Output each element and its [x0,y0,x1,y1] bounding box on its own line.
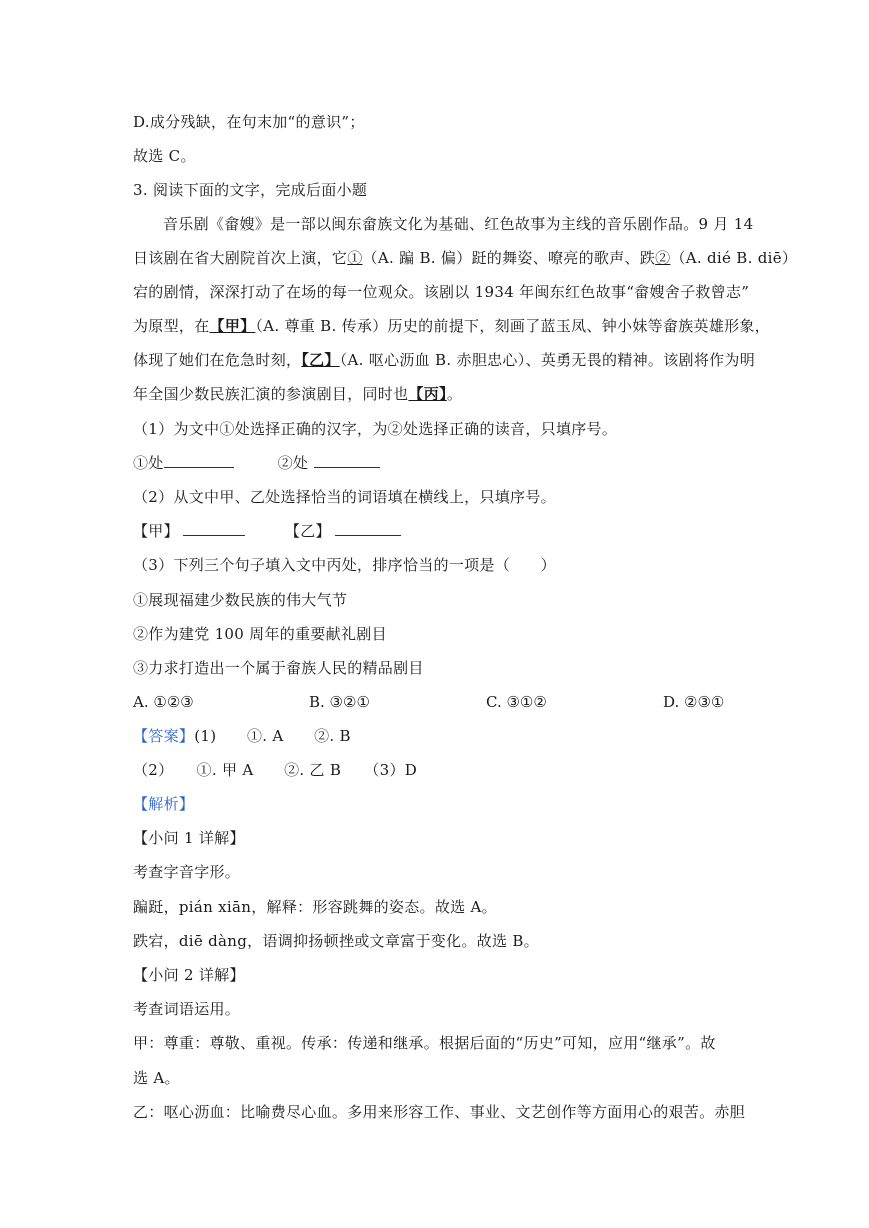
sub-question-3: （3）下列三个句子填入文中丙处，排序恰当的一项是（ ） [133,556,556,574]
passage-text: （A. 尊重 B. 传承）历史的前提下，刻画了蓝玉凤、钟小妹等畲族英雄形象， [255,317,771,335]
text-line: 跌宕，diē dàng，语调抑扬顿挫或文章富于变化。故选 B。 [133,932,539,950]
analysis-tag: 【解析】 [133,795,195,813]
sub-heading: 【小问 1 详解】 [133,829,245,847]
text-line: 考查词语运用。 [133,1000,241,1018]
choice-d: D. ②③① [663,693,725,711]
blank-2[interactable] [314,453,380,468]
marker-yi: 【乙】 [301,351,340,369]
passage-line [133,248,797,268]
blank-label: ②处 [277,454,309,472]
choice-a: A. ①②③ [133,693,194,711]
blank-label: 【甲】 [133,522,179,540]
marker-2: ② [655,249,671,267]
text-line: 考查字音字形。 [133,863,241,881]
answer-text: (1) ①. A ②. B [194,727,351,745]
marker-1: ① [347,249,363,267]
blank-yi[interactable] [335,521,401,536]
text-line: 蹁跹，pián xiān，解释：形容跳舞的姿态。故选 A。 [133,898,497,916]
text-line: 故选 C。 [133,147,196,165]
passage-line: 音乐剧《畲嫂》是一部以闽东畲族文化为基础、红色故事为主线的音乐剧作品。9 月 14 [163,215,754,233]
sentence-option: ②作为建党 100 周年的重要献礼剧目 [133,625,387,643]
text-line: 乙：呕心沥血：比喻费尽心血。多用来形容工作、事业、文艺创作等方面用心的艰苦。赤胆 [133,1103,746,1121]
choice-b: B. ③②① [309,693,370,711]
question-heading: 3. 阅读下面的文字，完成后面小题 [133,181,368,199]
answer-line: （2） ①. 甲 A ②. 乙 B （3）D [133,761,418,779]
text-line: D.成分残缺，在句末加“的意识”； [133,113,365,131]
blank-jia[interactable] [183,521,245,536]
blank-1[interactable] [164,453,234,468]
marker-bing: 【丙】 [408,385,447,403]
sub-question-2: （2）从文中甲、乙处选择恰当的词语填在横线上，只填序号。 [133,488,556,506]
passage-text: 日该剧在省大剧院首次上演，它 [133,249,348,267]
passage-line: 宕的剧情，深深打动了在场的每一位观众。该剧以 1934 年闽东红色故事“畲嫂舍子救曾志” [133,283,750,301]
sentence-option: ③力求打造出一个属于畲族人民的精品剧目 [133,659,424,677]
answer-blank-row [133,521,401,541]
passage-text: （A. dié B. diē） [670,249,798,267]
passage-text: 体现了她们在危急时刻， [133,351,302,369]
passage-text: 为原型，在 [133,317,210,335]
passage-text: 。 [446,385,463,403]
passage-text: （A. 呕心沥血 B. 赤胆忠心）、英勇无畏的精神。该剧将作为明 [339,351,756,369]
answer-line [133,726,351,746]
answer-tag: 【答案】 [133,727,195,745]
text-line: 甲：尊重：尊敬、重视。传承：传递和继承。根据后面的“历史”可知，应用“继承”。故 [133,1034,716,1052]
blank-label: 【乙】 [284,522,331,540]
passage-text: （A. 蹁 B. 偏）跹的舞姿、嘹亮的歌声、跌 [362,249,656,267]
passage-line [133,350,755,370]
marker-jia: 【甲】 [209,317,256,335]
passage-text: 年全国少数民族汇演的参演剧目，同时也 [133,385,409,403]
answer-blank-row [133,453,380,473]
passage-line [133,316,770,336]
passage-line [133,384,462,404]
blank-label: ①处 [133,454,164,472]
sub-heading: 【小问 2 详解】 [133,966,245,984]
text-line: 选 A。 [133,1069,180,1087]
sentence-option: ①展现福建少数民族的伟大气节 [133,591,348,609]
choice-c: C. ③①② [486,693,547,711]
sub-question-1: （1）为文中①处选择正确的汉字，为②处选择正确的读音，只填序号。 [133,420,618,438]
